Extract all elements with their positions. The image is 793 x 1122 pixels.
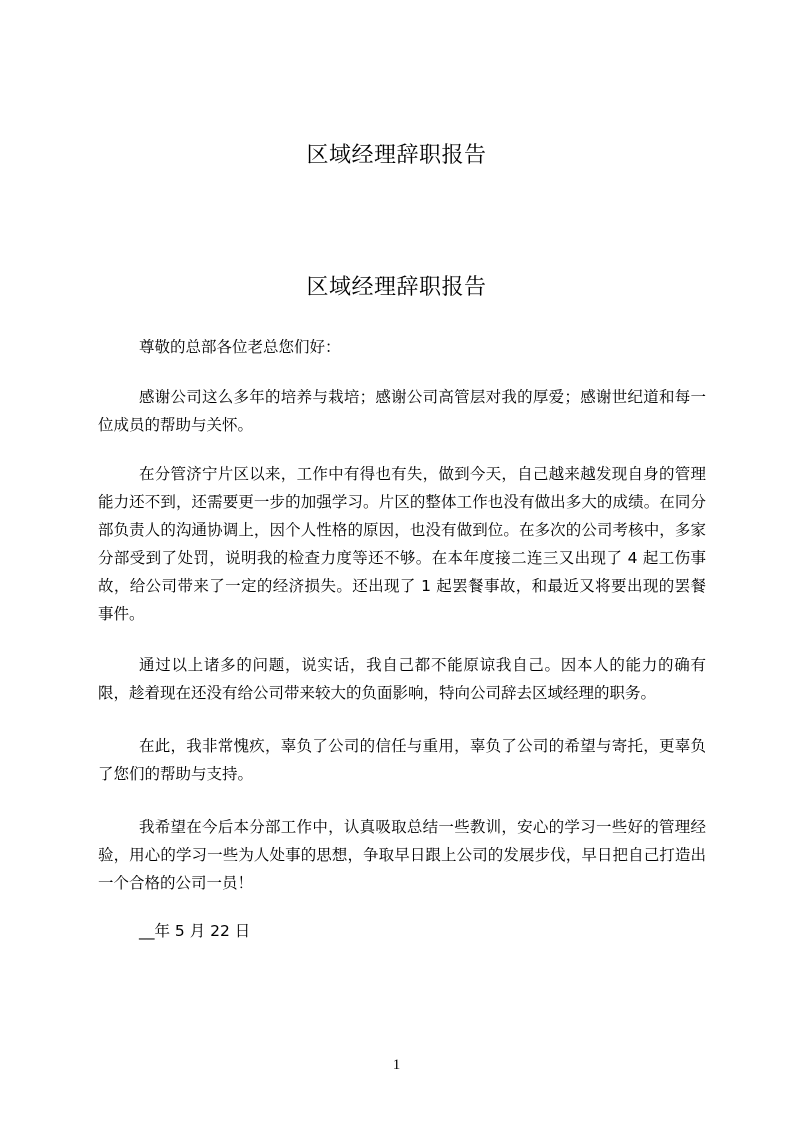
page-number: 1 [392,1057,401,1073]
paragraph: 在此，我非常愧疚，辜负了公司的信任与重用，辜负了公司的希望与寄托，更辜负了您们的帮助与支持。 [98,737,706,783]
paragraph: 在分管济宁片区以来，工作中有得也有失，做到今天，自己越来越发现自身的管理能力还不到，还需要更一步的加强学习。片区的整体工作也没有做出多大的成绩。在同分部负责人的沟通协调上，因个人性格的原因，也没有做到位。在多次的公司考核中，多家分部受到了处罚，说明我的检查力度等还不够。在本年度接二连三又出现了 4 起工伤事故，给公司带来了一定的经济损失。还出现了 1 起罢餐事故，和最近又将要出现的罢餐事件。 [98,465,706,623]
paragraph: 我希望在今后本分部工作中，认真吸取总结一些教训，安心的学习一些好的管理经验，用心的学习一些为人处事的思想，争取早日跟上公司的发展步伐，早日把自己打造出一个合格的公司一员！ [98,818,706,892]
greeting: 尊敬的总部各位老总您们好： [139,338,341,356]
date-line: __年 5 月 22 日 [139,922,251,940]
page-title: 区域经理辞职报告 [306,143,487,168]
paragraph: 通过以上诸多的问题，说实话，我自己都不能原谅我自己。因本人的能力的确有限，趁着现在还没有给公司带来较大的负面影响，特向公司辞去区域经理的职务。 [98,656,706,702]
paragraph: 感谢公司这么多年的培养与栽培；感谢公司高管层对我的厚爱；感谢世纪道和每一位成员的帮助与关怀。 [98,388,706,434]
document-heading: 区域经理辞职报告 [306,275,487,300]
